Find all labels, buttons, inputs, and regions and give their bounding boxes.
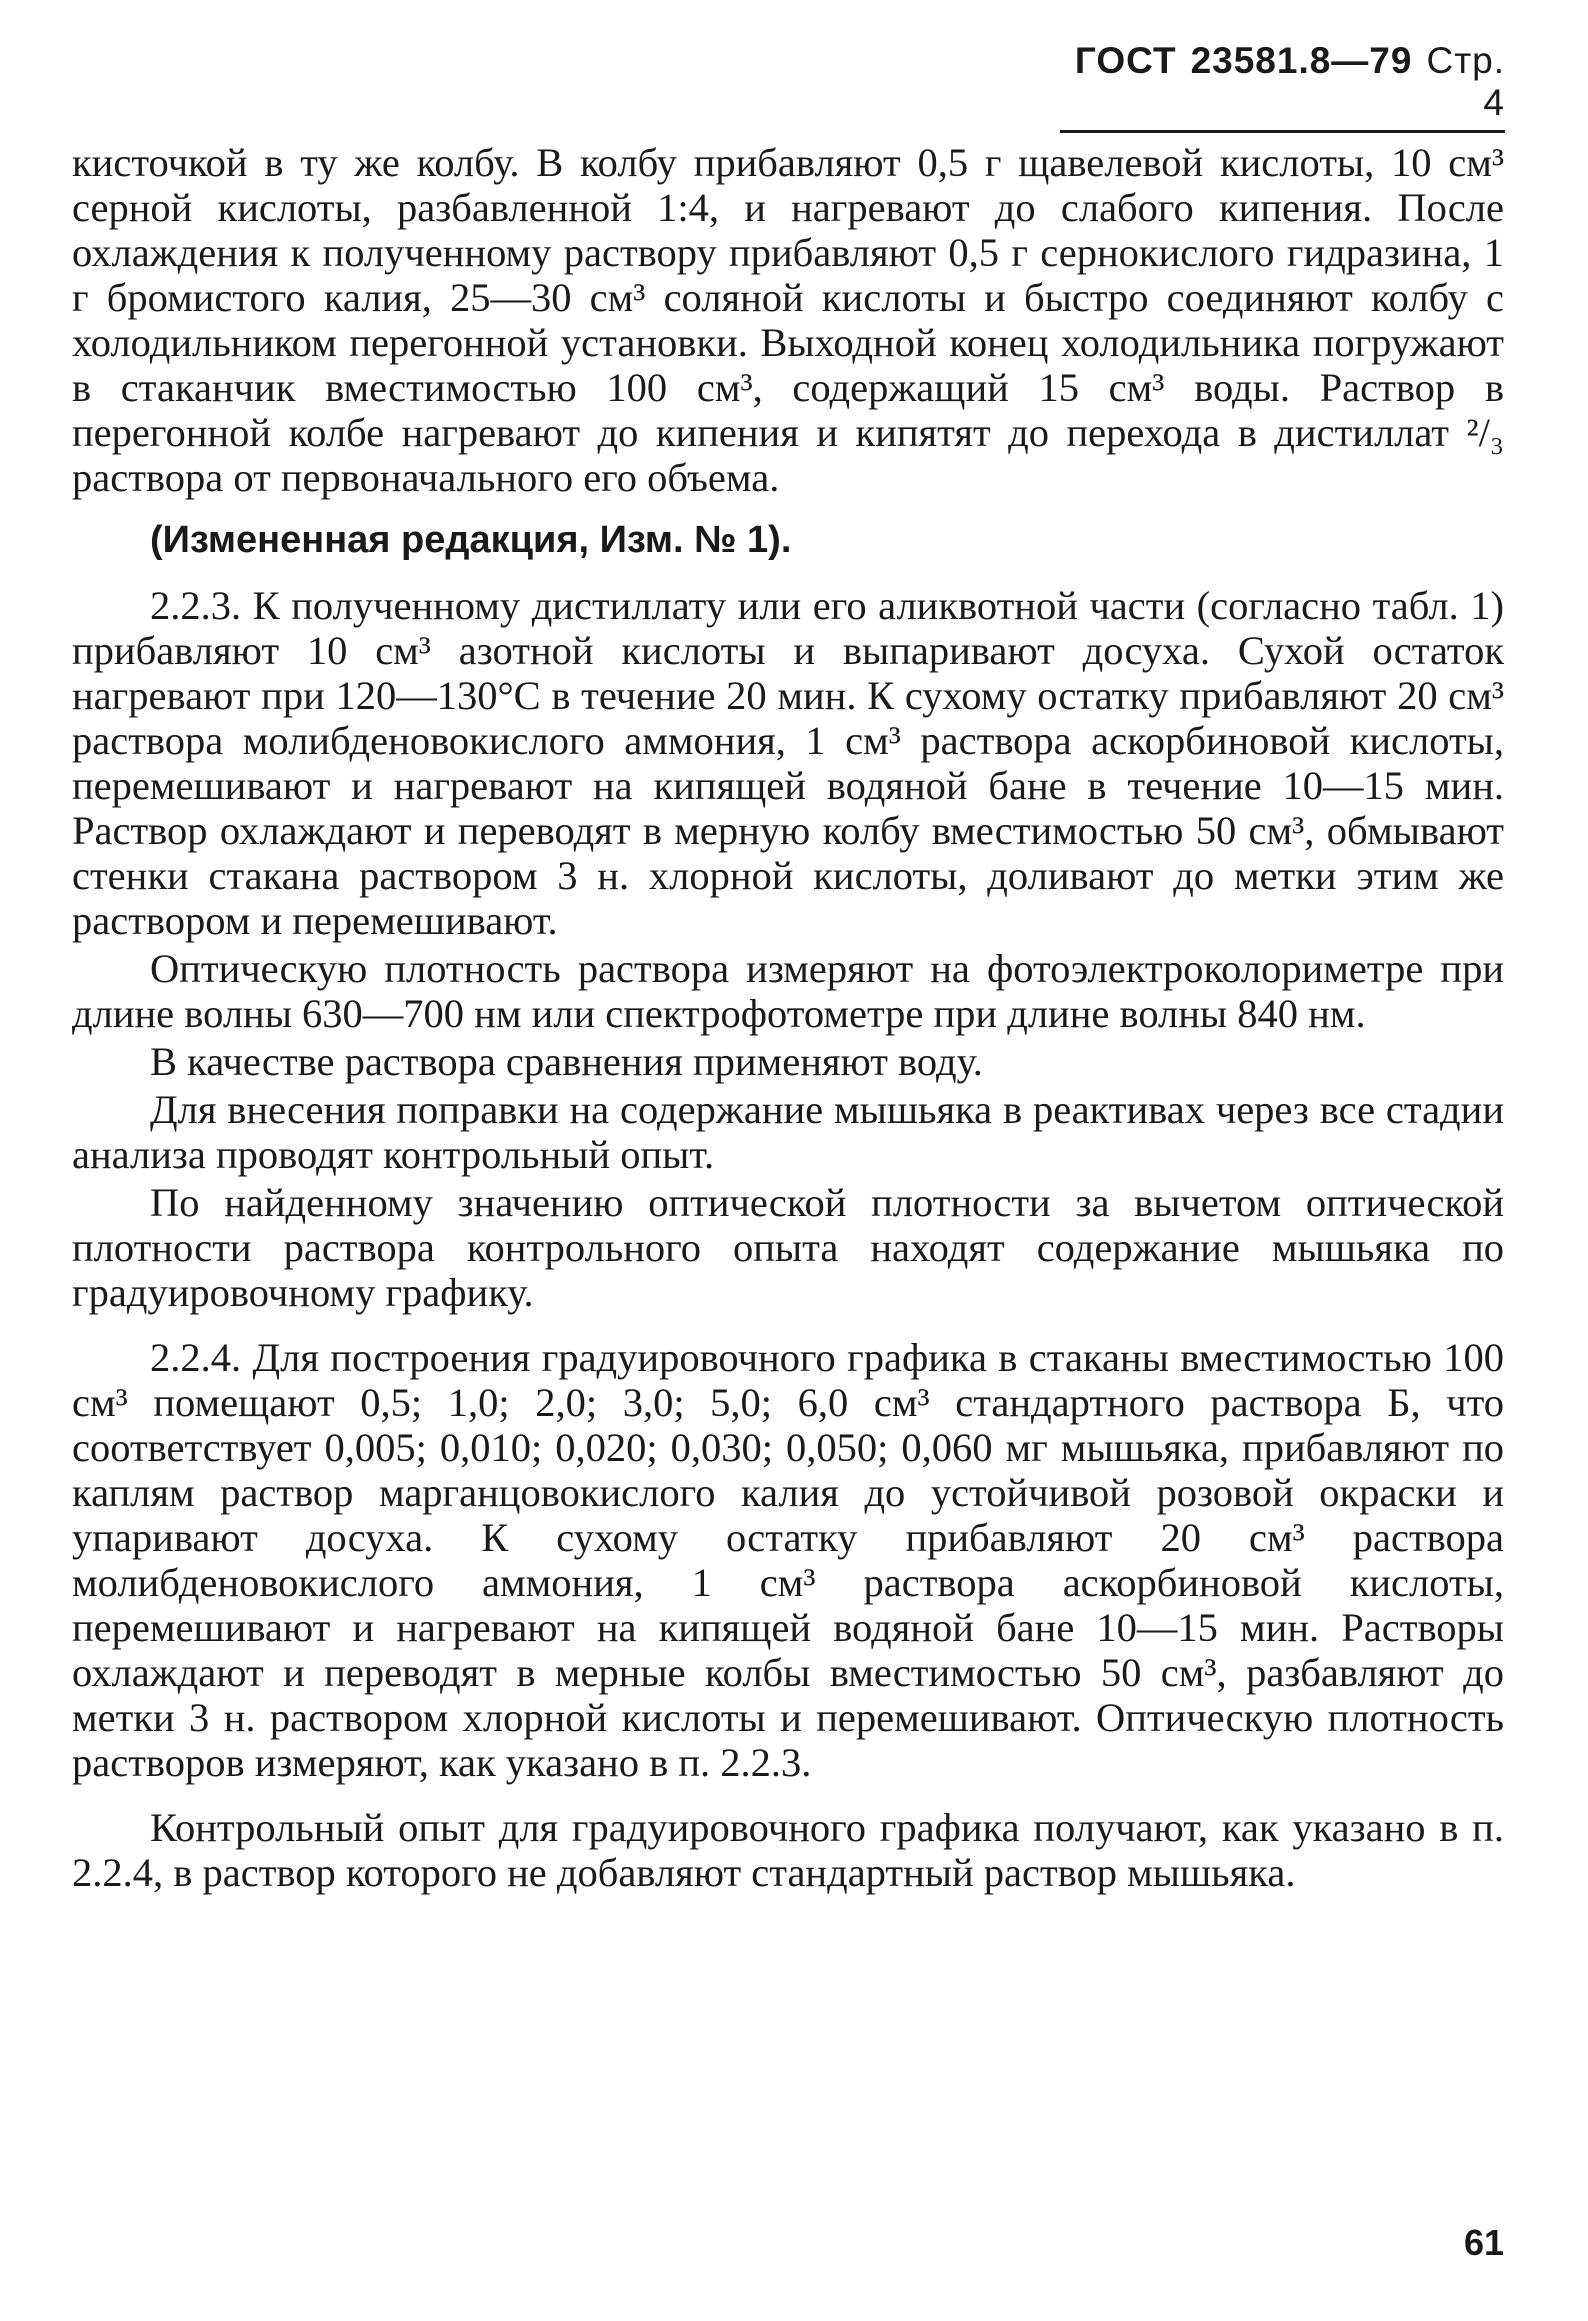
page-label: Стр. 4 bbox=[1426, 40, 1505, 123]
paragraph-optical-density: Оптическую плотность раствора измеряют на фотоэлектроколориметре при длине волны 630—700 нм или спектрофотометре при длине волны 840 нм. bbox=[72, 946, 1504, 1036]
paragraph-control-correction: Для внесения поправки на содержание мышьяка в реактивах через все стадии анализа проводят контрольный опыт. bbox=[72, 1087, 1504, 1177]
gost-label: ГОСТ bbox=[1074, 40, 1177, 81]
paragraph-reference-solution: В качестве раствора сравнения применяют воду. bbox=[150, 1039, 983, 1084]
paragraph-2-2-3: 2.2.3. К полученному дистиллату или его аликвотной части (согласно табл. 1) прибавляют 10 см³ азотной кислоты и выпаривают досуха. Сухой остаток нагревают при 120—130°С в течение 20 мин. К сухому остатку прибавляют 20 см³ раствора молибденовокислого аммония, 1 см³ раствора аскорбиновой кислоты, перемешивают и нагревают на кипящей водяной бане в течение 10—15 мин. Раствор охлаждают и переводят в мерную колбу вместимостью 50 см³, обмывают стенки стакана раствором 3 н. хлорной кислоты, доливают до метки этим же раствором и перемешивают. bbox=[72, 583, 1504, 943]
paragraph-control-experiment: Контрольный опыт для градуировочного графика получают, как указано в п. 2.2.4, в раствор которого не добавляют стандартный раствор мышьяка. bbox=[72, 1805, 1504, 1895]
page-number: 61 bbox=[1463, 2222, 1504, 2263]
paragraph-2-2-4: 2.2.4. Для построения градуировочного графика в стаканы вместимостью 100 см³ помещают 0,5; 1,0; 2,0; 3,0; 5,0; 6,0 см³ стандартного раствора Б, что соответствует 0,005; 0,010; 0,020; 0,030; 0,050; 0,060 мг мышьяка, прибавляют по каплям раствор марганцовокислого калия до устойчивой розовой окраски и упаривают досуха. К сухому остатку прибавляют 20 см³ раствора молибденовокислого аммония, 1 см³ раствора аскорбиновой кислоты, перемешивают и нагревают на кипящей водяной бане 10—15 мин. Растворы охлаждают и переводят в мерные колбы вместимостью 50 см³, разбавляют до метки 3 н. раствором хлорной кислоты и перемешивают. Оптическую плотность растворов измеряют, как указано в п. 2.2.3. bbox=[72, 1335, 1504, 1785]
page-header bbox=[1060, 40, 1505, 133]
gost-number: 23581.8—79 bbox=[1190, 40, 1413, 81]
document-body bbox=[72, 140, 1504, 1898]
paragraph-arsenic-content: По найденному значению оптической плотности за вычетом оптической плотности раствора контрольного опыта находят содержание мышьяка по градуировочному графику. bbox=[72, 1180, 1504, 1315]
amendment-note: (Измененная редакция, Изм. № 1). bbox=[150, 519, 792, 561]
paragraph-continuation: кисточкой в ту же колбу. В колбу прибавляют 0,5 г щавелевой кислоты, 10 см³ серной кислоты, разбавленной 1:4, и нагревают до слабого кипения. После охлаждения к полученному раствору прибавляют 0,5 г сернокислого гидразина, 1 г бромистого калия, 25—30 см³ соляной кислоты и быстро соединяют колбу с холодильником перегонной установки. Выходной конец холодильника погружают в стаканчик вместимостью 100 см³, содержащий 15 см³ воды. Раствор в перегонной колбе нагревают до кипения и кипятят до перехода в дистиллат ²/₃ раствора от первоначального его объема. bbox=[72, 140, 1504, 500]
